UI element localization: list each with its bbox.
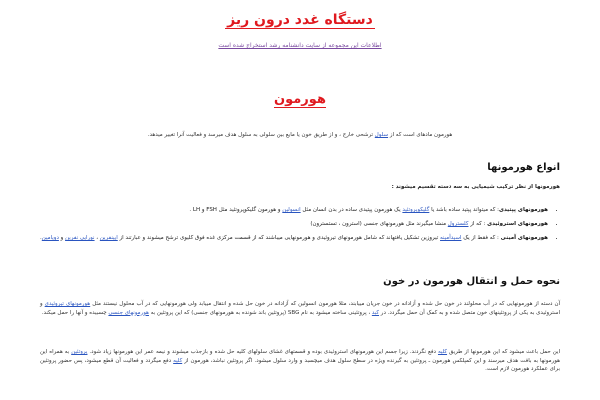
site-title	[0, 12, 600, 28]
protein-link[interactable]: پروتئین	[71, 349, 88, 355]
paragraph-text: این حمل باعث میشود که این هورمونها از طریق	[447, 349, 560, 355]
section-title	[0, 92, 600, 107]
paragraph-text: به همراه این هورمونها به بافت هدف میرسند و این کمپلکس هورمون ـ پروتئین به گیرنده ویژه در سطح سلول هدف میچسبد و وارد سلول میشود. اگر پروتئین نباشد، هورمون از	[40, 349, 560, 364]
intro-text-after: ترشحی خارج ، و از طریق خون یا مایع بین سلولی به سلول هدف میرسد و فعالیت آنرا تغییر میدهد.	[147, 132, 375, 138]
kidney-link[interactable]: کلیه	[437, 349, 448, 355]
liver-link[interactable]: کبد	[371, 309, 380, 316]
item-text: منشا میگیرند مثل هورمونهای جنسی (استرون ، تستسترون)	[310, 221, 448, 227]
intro-text-before: هورمون مادهای است که از	[388, 132, 453, 138]
item-text: : که فقط از یک	[461, 235, 501, 241]
thyroid-hormones-link[interactable]: هورمونهای تیروئیدی	[44, 301, 91, 307]
item-text: یک هورمون پپتیدی ساده در بدن انسان مثل	[300, 207, 403, 213]
item-text: : که میتواند پپتید ساده باشد یا	[429, 207, 499, 213]
site-title-text: دستگاه غدد درون ریز	[227, 12, 373, 28]
source-link[interactable]: اطلاعات این مجموعه از سایت دانشنامه رشد استخراج شده است	[218, 42, 382, 49]
transport-paragraph-1	[40, 300, 560, 317]
item-text: .	[40, 235, 42, 241]
item-text: و	[58, 235, 66, 241]
types-heading: انواع هورمونها	[487, 162, 560, 173]
dopamine-link[interactable]: دوپامین	[41, 235, 59, 241]
types-subheading: هورمونها از نظر ترکیب شیمیایی به سه دسته تقسیم میشوند :	[391, 184, 560, 190]
item-title: هورمونهای استروئیدی	[487, 221, 548, 227]
paragraph-text: ، پروتئینی ساخته میشود به نام SBG (پروتئین باند شونده به هورمونهای جنسی) که این پروتئین به	[148, 309, 372, 316]
item-title: هورمونهای پپتیدی	[498, 207, 548, 213]
list-item	[28, 206, 548, 214]
item-text: : که از	[468, 221, 488, 227]
item-text: تیروزین تشکیل یافتهاند که شامل هورمونهای تیروئیدی و هورمونهایی میباشند که از قسمت مرکزی غده فوق کلیوی ترشح میشوند و عبارتند از	[117, 235, 441, 241]
cholesterol-link[interactable]: کلسترول	[447, 221, 469, 227]
paragraph-text: دفع میگردد و فعالیت آن قطع میشود، پس حضور پروتئین برای عملکرد هورمون لازم است.	[40, 357, 560, 372]
list-item	[28, 234, 548, 242]
paragraph-text: دفع نگردند. زیرا جسم این هورمونهای استروئیدی بوده و قسمتهای غشای سلولهای کلیه حل شده و بازجذب میشوند و نیمه عمر این هورمونها زیاد شود.	[87, 349, 438, 355]
paragraph-text: آن دسته از هورمونهایی که در آب محلولند در خون حل شده و آزادانه در خون جریان مییابند، مثلا هورمون انسولین که آزادانه در خون حل شده و انتقال مییابد ولی هورمونهایی که در آب محلول نیستند مثل	[90, 301, 561, 307]
kidney-link-2[interactable]: کلیه	[173, 357, 183, 364]
section-title-text: هورمون	[274, 92, 326, 107]
paragraph-text: چسبیده و آنها را حمل میکند.	[41, 309, 109, 316]
item-title: هورمونهای آمینی	[500, 235, 548, 241]
transport-paragraph-2	[40, 348, 560, 374]
norepinephrine-link[interactable]: نوراپی نفرین	[65, 235, 95, 241]
paragraph-text: و استروئیدی به یکی از پروتئینهای خون متصل شده و به کمک آن حمل میگردد. در	[40, 301, 560, 316]
epinephrine-link[interactable]: اپینفرین	[99, 235, 118, 241]
hormone-types-list	[28, 206, 560, 248]
insulin-link[interactable]: انسولین	[282, 207, 301, 213]
amino-acid-link[interactable]: اسیدآمینه	[440, 235, 462, 241]
item-text: ،	[94, 235, 100, 241]
item-text: و هورمون گلیکوپروتئید مثل FSH و LH .	[189, 207, 283, 213]
transport-heading: نحوه حمل و انتقال هورمون در خون	[383, 276, 560, 287]
list-item	[28, 220, 548, 228]
intro-paragraph	[40, 132, 560, 138]
sex-hormones-link[interactable]: هورمونهای جنسی	[108, 309, 149, 316]
glycoprotein-link[interactable]: گلیکوپروتئید	[402, 207, 430, 213]
cell-link[interactable]: سلول	[374, 132, 389, 138]
